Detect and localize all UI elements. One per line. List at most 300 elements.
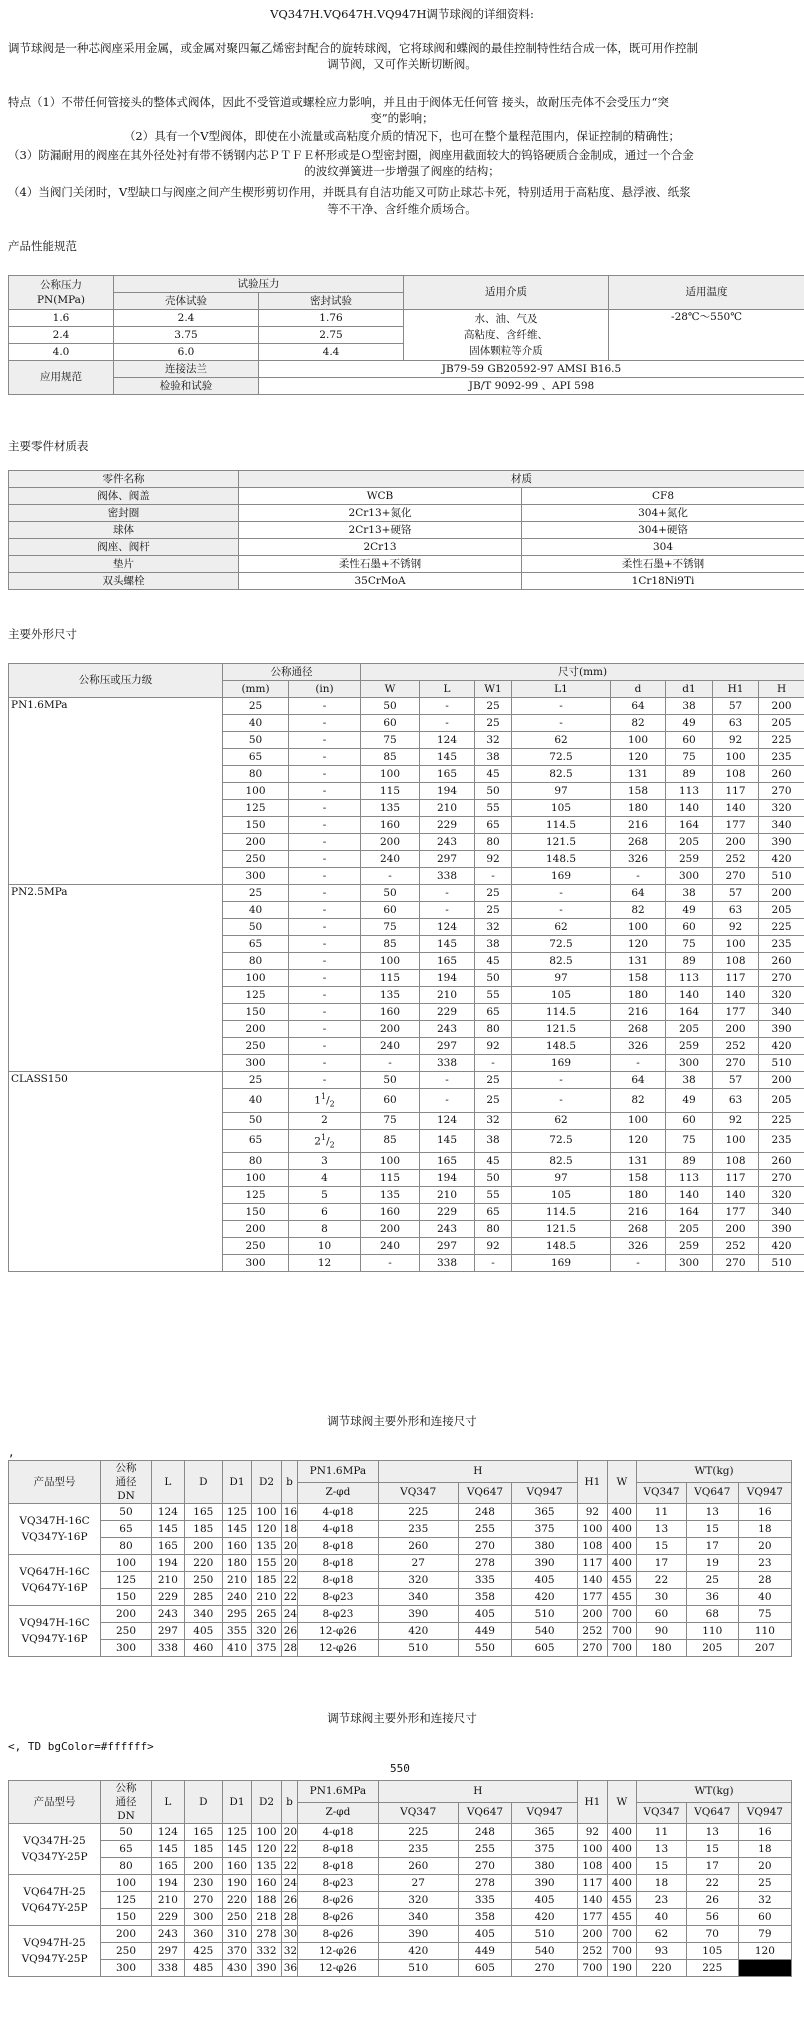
mat-part-cell: 密封圈 — [9, 505, 239, 522]
dim-cell: 121.5 — [512, 1221, 611, 1238]
conn-cell: 207 — [738, 1640, 791, 1657]
dim-cell: 180 — [611, 1187, 666, 1204]
dim-row — [9, 885, 804, 902]
conn-cell: 165 — [151, 1538, 184, 1555]
dim-cell: 390 — [759, 834, 804, 851]
dim-cell: 75 — [361, 732, 420, 749]
dim-cell: 80 — [223, 766, 289, 783]
dim-cell: 297 — [420, 1238, 475, 1255]
mat-table — [8, 470, 804, 590]
dim-cell: - — [289, 936, 361, 953]
conn-cell: 17 — [637, 1555, 687, 1572]
dim-cell: 108 — [713, 1153, 759, 1170]
dim-cell: 260 — [759, 766, 804, 783]
conn-cell: 540 — [512, 1623, 578, 1640]
dim-cell: - — [420, 715, 475, 732]
conn-cell: 160 — [252, 1875, 282, 1892]
dim-cell: - — [289, 834, 361, 851]
dim-cell: 72.5 — [512, 749, 611, 766]
conn-cell: 177 — [578, 1909, 608, 1926]
conn-cell: 30 — [281, 1926, 298, 1943]
conn-cell: 449 — [458, 1623, 511, 1640]
conn-cell: 370 — [222, 1943, 252, 1960]
conn-h-sub: VQ947 — [738, 1482, 791, 1504]
dim-row — [9, 698, 804, 715]
dim-cell: 82.5 — [512, 953, 611, 970]
conn-cell: 375 — [252, 1640, 282, 1657]
feature-line-3: （2）具有一个V型阀体，即使在小流量或高粘度介质的情况下，也可在整个量程范围内，保证控制的精确性； — [123, 129, 681, 143]
dim-cell: 216 — [611, 1004, 666, 1021]
conn-cell: 400 — [607, 1504, 637, 1521]
conn-cell: 12-φ26 — [298, 1640, 378, 1657]
dim-cell: 25 — [223, 885, 289, 902]
dim-cell: 117 — [713, 1170, 759, 1187]
dim-cell: 92 — [475, 851, 512, 868]
conn-cell: 24 — [281, 1606, 298, 1623]
dim-cell: 145 — [420, 1129, 475, 1153]
dim-cell: - — [289, 885, 361, 902]
dim-cell: - — [361, 868, 420, 885]
conn-cell: 12-φ26 — [298, 1943, 378, 1960]
conn-cell: 4-φ18 — [298, 1824, 378, 1841]
mat-part-cell: 双头螺栓 — [9, 573, 239, 590]
dim-cell: 80 — [223, 953, 289, 970]
dim-cell: 164 — [666, 1204, 713, 1221]
conn-cell: 190 — [607, 1960, 637, 1977]
dim-cell: - — [289, 1038, 361, 1055]
dim-cell: 235 — [759, 936, 804, 953]
dim-cell: 113 — [666, 1170, 713, 1187]
dim-cell: 72.5 — [512, 936, 611, 953]
dim-cell: 164 — [666, 817, 713, 834]
dim-cell: 390 — [759, 1221, 804, 1238]
conn-cell: 270 — [458, 1538, 511, 1555]
dim-cell: 113 — [666, 970, 713, 987]
conn-row — [9, 1824, 792, 1841]
dim-cell: 252 — [713, 1038, 759, 1055]
conn-model-cell: VQ647H-16C VQ647Y-16P — [9, 1555, 101, 1606]
conn-h-sub: VQ647 — [458, 1482, 511, 1504]
conn-cell: 30 — [637, 1589, 687, 1606]
conn-cell: 8-φ23 — [298, 1589, 378, 1606]
dim-cell: 205 — [666, 834, 713, 851]
dim-cell: 297 — [420, 851, 475, 868]
dim-cell: 115 — [361, 783, 420, 800]
dim-cell: 216 — [611, 1204, 666, 1221]
dim-cell: 235 — [759, 749, 804, 766]
dim-cell: 49 — [666, 902, 713, 919]
dim-cell: 117 — [713, 783, 759, 800]
dim-table — [8, 663, 804, 1272]
conn-cell: 22 — [686, 1875, 738, 1892]
conn-row — [9, 1909, 792, 1926]
dim-cell: - — [361, 1255, 420, 1272]
dim-cell: 194 — [420, 970, 475, 987]
dim-cell: 80 — [223, 1153, 289, 1170]
dim-cell: - — [475, 1055, 512, 1072]
conn-cell: 22 — [281, 1589, 298, 1606]
conn-cell: 18 — [281, 1521, 298, 1538]
conn-h-sub: VQ947 — [738, 1802, 791, 1824]
conn-cell: 12-φ26 — [298, 1960, 378, 1977]
conn-cell: 8-φ26 — [298, 1892, 378, 1909]
conn-cell: 15 — [686, 1841, 738, 1858]
conn-cell: 218 — [252, 1909, 282, 1926]
conn1-table — [8, 1460, 792, 1657]
conn-cell: 220 — [222, 1892, 252, 1909]
dim-cell: 169 — [512, 1255, 611, 1272]
conn-model-cell: VQ947H-16C VQ947Y-16P — [9, 1606, 101, 1657]
conn-model-cell: VQ347H-25 VQ347Y-25P — [9, 1824, 101, 1875]
conn-h-l: L — [151, 1461, 184, 1504]
dim-cell: 225 — [759, 1112, 804, 1129]
dim-cell: 62 — [512, 919, 611, 936]
dim-cell: 229 — [420, 817, 475, 834]
conn-cell: 150 — [101, 1909, 152, 1926]
dim-cell: - — [420, 1089, 475, 1113]
dim-cell: 82.5 — [512, 766, 611, 783]
conn-cell: 338 — [151, 1960, 184, 1977]
conn-cell: 400 — [607, 1538, 637, 1555]
dim-cell: 63 — [713, 1089, 759, 1113]
dim-cell: 89 — [666, 953, 713, 970]
conn-cell: 105 — [686, 1943, 738, 1960]
dim-cell: 65 — [475, 1004, 512, 1021]
conn-cell: 60 — [637, 1606, 687, 1623]
dim-cell: 326 — [611, 851, 666, 868]
dim-cell: 340 — [759, 1004, 804, 1021]
dim-cell: 105 — [512, 1187, 611, 1204]
conn-cell: 210 — [151, 1572, 184, 1589]
conn-cell: 135 — [252, 1858, 282, 1875]
conn-cell: 338 — [151, 1640, 184, 1657]
stray-markup-text: <, TD bgColor=#ffffff> — [8, 1740, 154, 1753]
conn-h-sub: VQ347 — [637, 1482, 687, 1504]
dim-cell: 32 — [475, 732, 512, 749]
conn-cell: 22 — [637, 1572, 687, 1589]
conn-cell: 15 — [637, 1858, 687, 1875]
conn-cell: 8-φ18 — [298, 1555, 378, 1572]
conn-cell: 180 — [222, 1555, 252, 1572]
section-mat-title: 主要零件材质表 — [8, 439, 89, 453]
dim-cell: - — [475, 868, 512, 885]
conn-cell: 375 — [512, 1841, 578, 1858]
dim-cell: 148.5 — [512, 1238, 611, 1255]
conn-cell: 425 — [184, 1943, 222, 1960]
doc-title: VQ347H.VQ647H.VQ947H调节球阀的详细资料: — [270, 7, 534, 21]
conn-row — [9, 1538, 792, 1555]
dim-cell: 390 — [759, 1021, 804, 1038]
conn-cell: 26 — [686, 1892, 738, 1909]
dim-cell: 340 — [759, 817, 804, 834]
dim-cell: 420 — [759, 851, 804, 868]
dim-cell: - — [611, 1055, 666, 1072]
dim-cell: 40 — [223, 1089, 289, 1113]
conn-cell: 20 — [281, 1555, 298, 1572]
conn-cell: 93 — [637, 1943, 687, 1960]
dim-cell: 243 — [420, 1021, 475, 1038]
conn-cell: 278 — [458, 1875, 511, 1892]
dim-cell: 100 — [223, 970, 289, 987]
conn-cell: 400 — [607, 1824, 637, 1841]
conn-cell: 13 — [686, 1824, 738, 1841]
dim-h-col: L — [420, 681, 475, 698]
dim-cell: 92 — [475, 1038, 512, 1055]
conn-cell: 297 — [151, 1943, 184, 1960]
conn-cell: 32 — [281, 1943, 298, 1960]
conn-h-sub: VQ647 — [686, 1482, 738, 1504]
dim-cell: 97 — [512, 1170, 611, 1187]
conn-cell: 255 — [458, 1841, 511, 1858]
conn-model-cell: VQ347H-16C VQ347Y-16P — [9, 1504, 101, 1555]
conn-cell: 22 — [281, 1858, 298, 1875]
dim-cell: 150 — [223, 817, 289, 834]
dim-cell: 64 — [611, 885, 666, 902]
mat-row — [9, 505, 804, 522]
dim-cell: 62 — [512, 732, 611, 749]
dim-cell: 100 — [713, 749, 759, 766]
dim-cell: 114.5 — [512, 1204, 611, 1221]
conn-cell: 90 — [637, 1623, 687, 1640]
dim-cell: 270 — [713, 1255, 759, 1272]
perf-h-medium: 适用介质 — [404, 276, 609, 310]
dim-cell: 38 — [475, 936, 512, 953]
conn-cell: 110 — [686, 1623, 738, 1640]
conn-cell: 250 — [184, 1572, 222, 1589]
mat-value-cell: 柔性石墨+不锈钢 — [522, 556, 804, 573]
dim-cell: 25 — [475, 715, 512, 732]
conn-row — [9, 1960, 792, 1977]
dim-cell: 135 — [361, 1187, 420, 1204]
dim-cell: - — [289, 1021, 361, 1038]
dim-cell: 57 — [713, 885, 759, 902]
dim-cell: 225 — [759, 919, 804, 936]
perf-cell: 1.6 — [9, 310, 114, 327]
conn-cell: 550 — [458, 1640, 511, 1657]
conn-cell: 20 — [738, 1858, 791, 1875]
mat-row — [9, 556, 804, 573]
conn-cell: 405 — [512, 1572, 578, 1589]
conn-cell: 510 — [512, 1926, 578, 1943]
conn-cell: 185 — [184, 1841, 222, 1858]
conn-cell: 540 — [512, 1943, 578, 1960]
dim-cell: 121.5 — [512, 834, 611, 851]
conn-cell: 320 — [252, 1623, 282, 1640]
conn-row — [9, 1926, 792, 1943]
conn-cell: 100 — [578, 1521, 608, 1538]
conn-row — [9, 1858, 792, 1875]
dim-h-dn: 公称通径 — [223, 664, 361, 681]
conn-cell: 455 — [607, 1909, 637, 1926]
conn-h-pn: PN1.6MPa — [298, 1461, 378, 1483]
dim-cell: - — [512, 1072, 611, 1089]
conn-cell: 200 — [184, 1538, 222, 1555]
dim-group-name: PN2.5MPa — [9, 885, 223, 1072]
conn-h-h1: H1 — [578, 1781, 608, 1824]
dim-row — [9, 1072, 804, 1089]
dim-cell: 338 — [420, 1055, 475, 1072]
conn-cell: 40 — [637, 1909, 687, 1926]
dim-cell: 85 — [361, 1129, 420, 1153]
conn-cell: 210 — [151, 1892, 184, 1909]
conn-cell: 8-φ18 — [298, 1538, 378, 1555]
conn-cell: 19 — [686, 1555, 738, 1572]
conn-cell: 15 — [686, 1521, 738, 1538]
dim-cell: - — [289, 817, 361, 834]
dim-cell: 100 — [611, 732, 666, 749]
dim-cell: 148.5 — [512, 1038, 611, 1055]
conn-cell: 22 — [281, 1572, 298, 1589]
dim-cell: - — [289, 902, 361, 919]
perf-flange-val: JB79-59 GB20592-97 AMSI B16.5 — [259, 361, 804, 378]
dim-cell: 60 — [666, 732, 713, 749]
conn-cell: 205 — [686, 1640, 738, 1657]
dim-cell: 25 — [475, 698, 512, 715]
dim-cell: 10 — [289, 1238, 361, 1255]
conn-cell: 28 — [281, 1909, 298, 1926]
dim-cell: - — [289, 783, 361, 800]
conn-cell: 270 — [184, 1892, 222, 1909]
dim-cell: - — [512, 885, 611, 902]
dim-cell: 82 — [611, 902, 666, 919]
section-dim-title: 主要外形尺寸 — [8, 627, 77, 641]
conn-cell: 200 — [184, 1858, 222, 1875]
conn-cell: 145 — [151, 1521, 184, 1538]
dim-cell: - — [289, 732, 361, 749]
perf-h-pn: 公称压力 PN(MPa) — [9, 276, 114, 310]
dim-cell: 8 — [289, 1221, 361, 1238]
dim-cell: - — [420, 698, 475, 715]
conn-cell: 4-φ18 — [298, 1504, 378, 1521]
conn-cell: 80 — [101, 1858, 152, 1875]
dim-cell: 114.5 — [512, 817, 611, 834]
conn-cell: 375 — [512, 1521, 578, 1538]
conn-cell: 8-φ18 — [298, 1572, 378, 1589]
conn-cell: 605 — [458, 1960, 511, 1977]
mat-value-cell: 2Cr13+硬铬 — [239, 522, 522, 539]
conn-cell: 455 — [607, 1589, 637, 1606]
conn-row — [9, 1892, 792, 1909]
perf-h-seal: 密封试验 — [259, 293, 404, 310]
mat-value-cell: 304 — [522, 539, 804, 556]
perf-inspect: 检验和试验 — [114, 378, 259, 395]
conn-cell: 18 — [637, 1875, 687, 1892]
perf-h-test: 试验压力 — [114, 276, 404, 293]
conn-cell: 278 — [252, 1926, 282, 1943]
dim-cell: 75 — [666, 1129, 713, 1153]
dim-cell: 38 — [666, 698, 713, 715]
dim-cell: - — [420, 902, 475, 919]
dim-cell: 50 — [475, 970, 512, 987]
dim-cell: 140 — [666, 1187, 713, 1204]
dim-cell: 100 — [361, 1153, 420, 1170]
perf-table — [8, 275, 804, 395]
dim-cell: 100 — [223, 1170, 289, 1187]
dim-cell: 180 — [611, 800, 666, 817]
conn-h-w: W — [607, 1461, 637, 1504]
conn-row — [9, 1589, 792, 1606]
conn-cell: 420 — [512, 1909, 578, 1926]
dim-cell: 297 — [420, 1038, 475, 1055]
dim-cell: 145 — [420, 936, 475, 953]
dim-cell: 300 — [666, 1055, 713, 1072]
conn-h-zphi: Z-φd — [298, 1802, 378, 1824]
dim-h-class: 公称压或压力级 — [9, 664, 223, 698]
mat-value-cell: 2Cr13+氮化 — [239, 505, 522, 522]
perf-cell: 3.75 — [114, 327, 259, 344]
dim-cell: 50 — [361, 698, 420, 715]
conn-cell: 200 — [101, 1926, 152, 1943]
conn-cell: 160 — [222, 1858, 252, 1875]
conn-cell: 380 — [512, 1538, 578, 1555]
conn-cell: 8-φ18 — [298, 1841, 378, 1858]
dim-cell: 55 — [475, 1187, 512, 1204]
conn-cell: 26 — [281, 1892, 298, 1909]
mat-h-part: 零件名称 — [9, 471, 239, 488]
dim-cell: - — [361, 1055, 420, 1072]
dim-cell: 200 — [223, 1221, 289, 1238]
conn-cell: 150 — [101, 1589, 152, 1606]
conn-cell: 56 — [686, 1909, 738, 1926]
dim-cell: 75 — [361, 1112, 420, 1129]
dim-cell: 32 — [475, 1112, 512, 1129]
conn-cell: 243 — [151, 1926, 184, 1943]
dim-group-name: PN1.6MPa — [9, 698, 223, 885]
dim-cell: - — [289, 919, 361, 936]
dim-cell: 121.5 — [512, 1021, 611, 1038]
dim-cell: 131 — [611, 1153, 666, 1170]
dim-cell: 270 — [713, 1055, 759, 1072]
perf-h-temp: 适用温度 — [609, 276, 804, 310]
dim-cell: 510 — [759, 1055, 804, 1072]
conn-cell: 185 — [252, 1572, 282, 1589]
dim-cell: 100 — [361, 953, 420, 970]
dim-cell: 89 — [666, 1153, 713, 1170]
dim-cell: 243 — [420, 834, 475, 851]
dim-cell: - — [611, 1255, 666, 1272]
conn-row — [9, 1623, 792, 1640]
conn-cell: 190 — [222, 1875, 252, 1892]
dim-cell: 510 — [759, 1255, 804, 1272]
dim-cell: - — [420, 1072, 475, 1089]
conn-cell: 220 — [184, 1555, 222, 1572]
dim-cell: 326 — [611, 1238, 666, 1255]
dim-cell: 200 — [361, 834, 420, 851]
conn-h-d1: D1 — [222, 1781, 252, 1824]
conn-cell: 360 — [184, 1926, 222, 1943]
dim-cell: 60 — [361, 902, 420, 919]
conn-cell: 365 — [512, 1824, 578, 1841]
conn-cell: 26 — [281, 1623, 298, 1640]
dim-h-col: H — [759, 681, 804, 698]
dim-cell: 97 — [512, 970, 611, 987]
conn-cell: 400 — [607, 1875, 637, 1892]
conn-cell: 25 — [738, 1875, 791, 1892]
dim-h-col: W1 — [475, 681, 512, 698]
conn-cell: 255 — [458, 1521, 511, 1538]
conn-cell: 100 — [252, 1824, 282, 1841]
dim-cell: 65 — [223, 1129, 289, 1153]
dim-cell: 113 — [666, 783, 713, 800]
dim-cell: 100 — [361, 766, 420, 783]
dim-cell: 92 — [475, 1238, 512, 1255]
dim-cell: 250 — [223, 1038, 289, 1055]
dim-cell: 158 — [611, 1170, 666, 1187]
feature-line-7: 等不干净、含纤维介质场合。 — [327, 202, 477, 216]
dim-cell: 100 — [713, 936, 759, 953]
mat-value-cell: 柔性石墨+不锈钢 — [239, 556, 522, 573]
dim-cell: 169 — [512, 1055, 611, 1072]
